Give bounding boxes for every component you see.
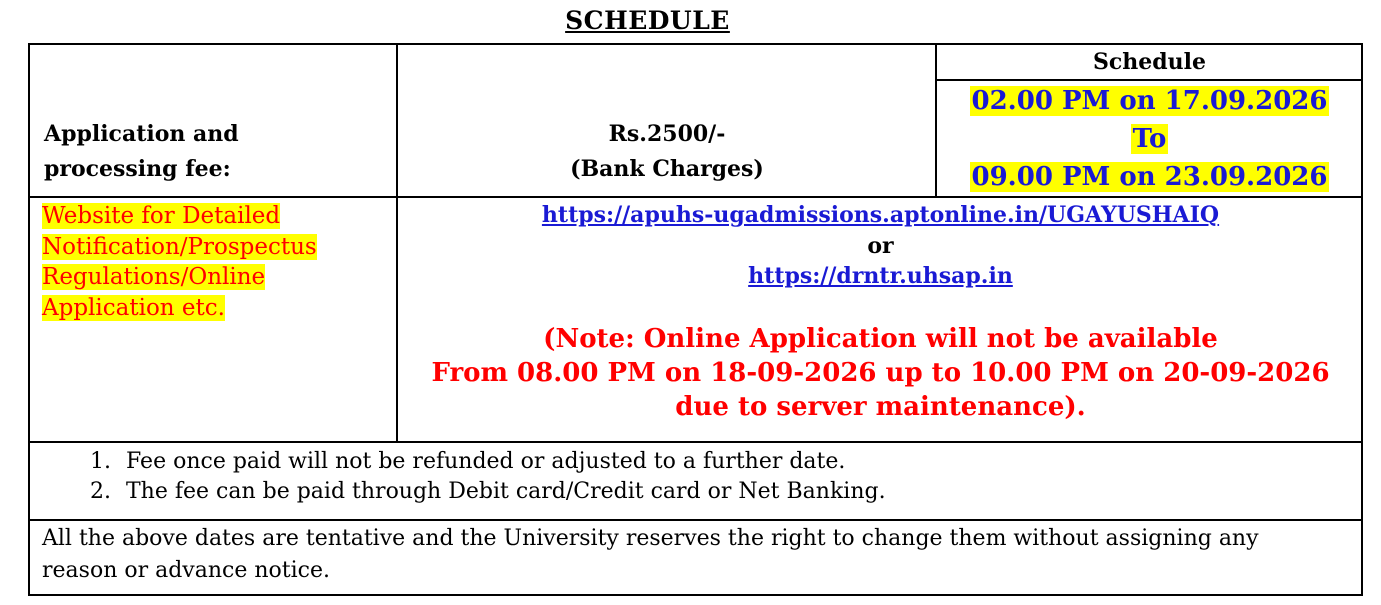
website-links: [398, 200, 1363, 424]
website-label-line: Regulations/Online: [42, 264, 266, 290]
schedule-table: [28, 43, 1363, 596]
uhsap-link[interactable]: https://drntr.uhsap.in: [748, 263, 1013, 289]
website-label-line: Application etc.: [42, 294, 225, 321]
fee-points-list: [90, 447, 886, 507]
schedule-to: To: [1132, 124, 1167, 154]
schedule-dates: [936, 82, 1363, 196]
website-label: [42, 201, 317, 323]
maintenance-note-line: (Note: Online Application will not be available: [543, 324, 1218, 354]
disclaimer-text: All the above dates are tentative and the University reserves the right to change them without assigning any reason or advance notice.: [42, 526, 1259, 583]
fee-amount: [398, 117, 936, 187]
list-item-number: 2.: [90, 479, 111, 504]
schedule-heading: Schedule: [1092, 49, 1206, 75]
fee-label: [44, 117, 239, 187]
website-label-line: Website for Detailed: [42, 203, 281, 229]
fee-label-line: Application and: [44, 121, 239, 147]
website-label-line: Notification/Prospectus: [42, 233, 317, 260]
fee-bank-charges: (Bank Charges): [570, 156, 764, 182]
maintenance-note-line: due to server maintenance).: [675, 392, 1086, 422]
admissions-link[interactable]: https://apuhs-ugadmissions.aptonline.in/UGAYUSHAIQ: [541, 202, 1220, 228]
maintenance-note-line: From 08.00 PM on 18-09-2026 up to 10.00 PM on 20-09-2026: [431, 358, 1330, 388]
row-divider-1: [30, 196, 1363, 198]
list-item-text: The fee can be paid through Debit card/Credit card or Net Banking.: [126, 479, 886, 504]
list-item: [90, 447, 886, 477]
maintenance-note: [398, 322, 1363, 424]
row-divider-2: [30, 441, 1363, 443]
page-title: SCHEDULE: [565, 6, 730, 35]
list-item-text: Fee once paid will not be refunded or adjusted to a further date.: [126, 449, 846, 474]
list-item-number: 1.: [90, 449, 111, 474]
schedule-start: 02.00 PM on 17.09.2026: [971, 86, 1328, 116]
schedule-end: 09.00 PM on 23.09.2026: [971, 162, 1328, 192]
row-divider-3: [30, 519, 1363, 521]
fee-label-line: processing fee:: [44, 156, 231, 182]
fee-amount-value: Rs.2500/-: [608, 121, 726, 147]
list-item: [90, 477, 886, 507]
schedule-heading-divider: [935, 79, 1363, 81]
or-text: or: [867, 233, 894, 259]
